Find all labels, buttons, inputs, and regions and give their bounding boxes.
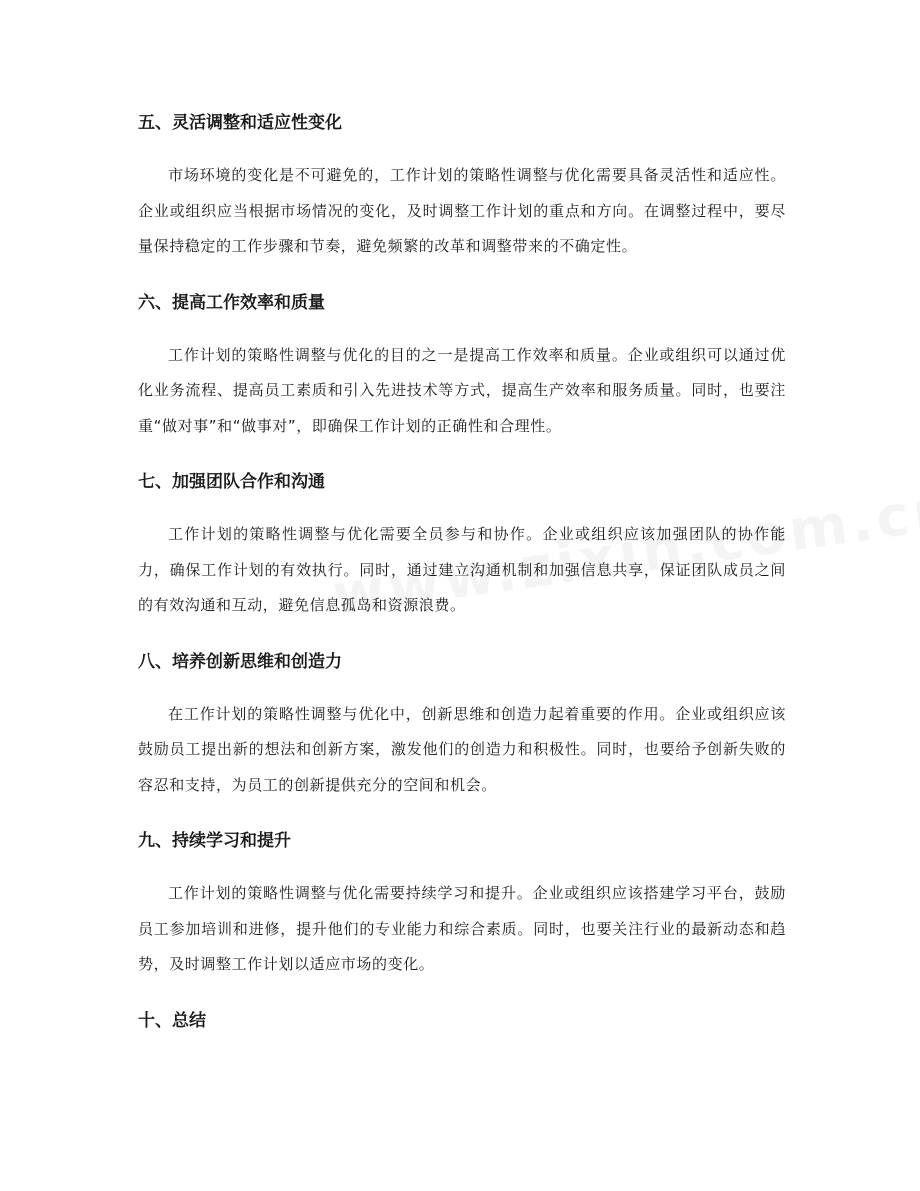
section-10 — [138, 1002, 786, 1040]
section-paragraph: 工作计划的策略性调整与优化需要全员参与和协作。企业或组织应该加强团队的协作能力，确保工作计划的有效执行。同时，通过建立沟通机制和加强信息共享，保证团队成员之间的有效沟通和互动，避免信息孤岛和资源浪费。 — [138, 525, 786, 614]
document-body — [138, 104, 786, 1056]
section-heading: 五、灵活调整和适应性变化 — [138, 113, 342, 133]
section-5 — [138, 104, 786, 265]
section-8 — [138, 643, 786, 804]
section-heading: 八、培养创新思维和创造力 — [138, 651, 342, 672]
section-paragraph: 在工作计划的策略性调整与优化中，创新思维和创造力起着重要的作用。企业或组织应该鼓励员工提出新的想法和创新方案，激发他们的创造力和积极性。同时，也要给予创新失败的容忍和支持，为员工的创新提供充分的空间和机会。 — [138, 704, 786, 794]
section-heading: 六、提高工作效率和质量 — [138, 292, 325, 313]
section-paragraph: 工作计划的策略性调整与优化需要持续学习和提升。企业或组织应该搭建学习平台，鼓励员工参加培训和进修，提升他们的专业能力和综合素质。同时，也要关注行业的最新动态和趋势，及时调整工作计划以适应市场的变化。 — [138, 884, 786, 973]
section-heading: 九、持续学习和提升 — [138, 831, 291, 851]
section-6 — [138, 284, 786, 445]
section-heading: 十、总结 — [138, 1010, 206, 1031]
section-9 — [138, 822, 786, 983]
section-paragraph: 工作计划的策略性调整与优化的目的之一是提高工作效率和质量。企业或组织可以通过优化业务流程、提高员工素质和引入先进技术等方式，提高生产效率和服务质量。同时，也要注重“做对事”和“做事对”，即确保工作计划的正确性和合理性。 — [138, 345, 786, 435]
section-heading: 七、加强团队合作和沟通 — [138, 472, 325, 492]
section-7 — [138, 463, 786, 624]
section-paragraph: 市场环境的变化是不可避免的，工作计划的策略性调整与优化需要具备灵活性和适应性。企业或组织应当根据市场情况的变化，及时调整工作计划的重点和方向。在调整过程中，要尽量保持稳定的工作步骤和节奏，避免频繁的改革和调整带来的不确定性。 — [138, 166, 786, 255]
